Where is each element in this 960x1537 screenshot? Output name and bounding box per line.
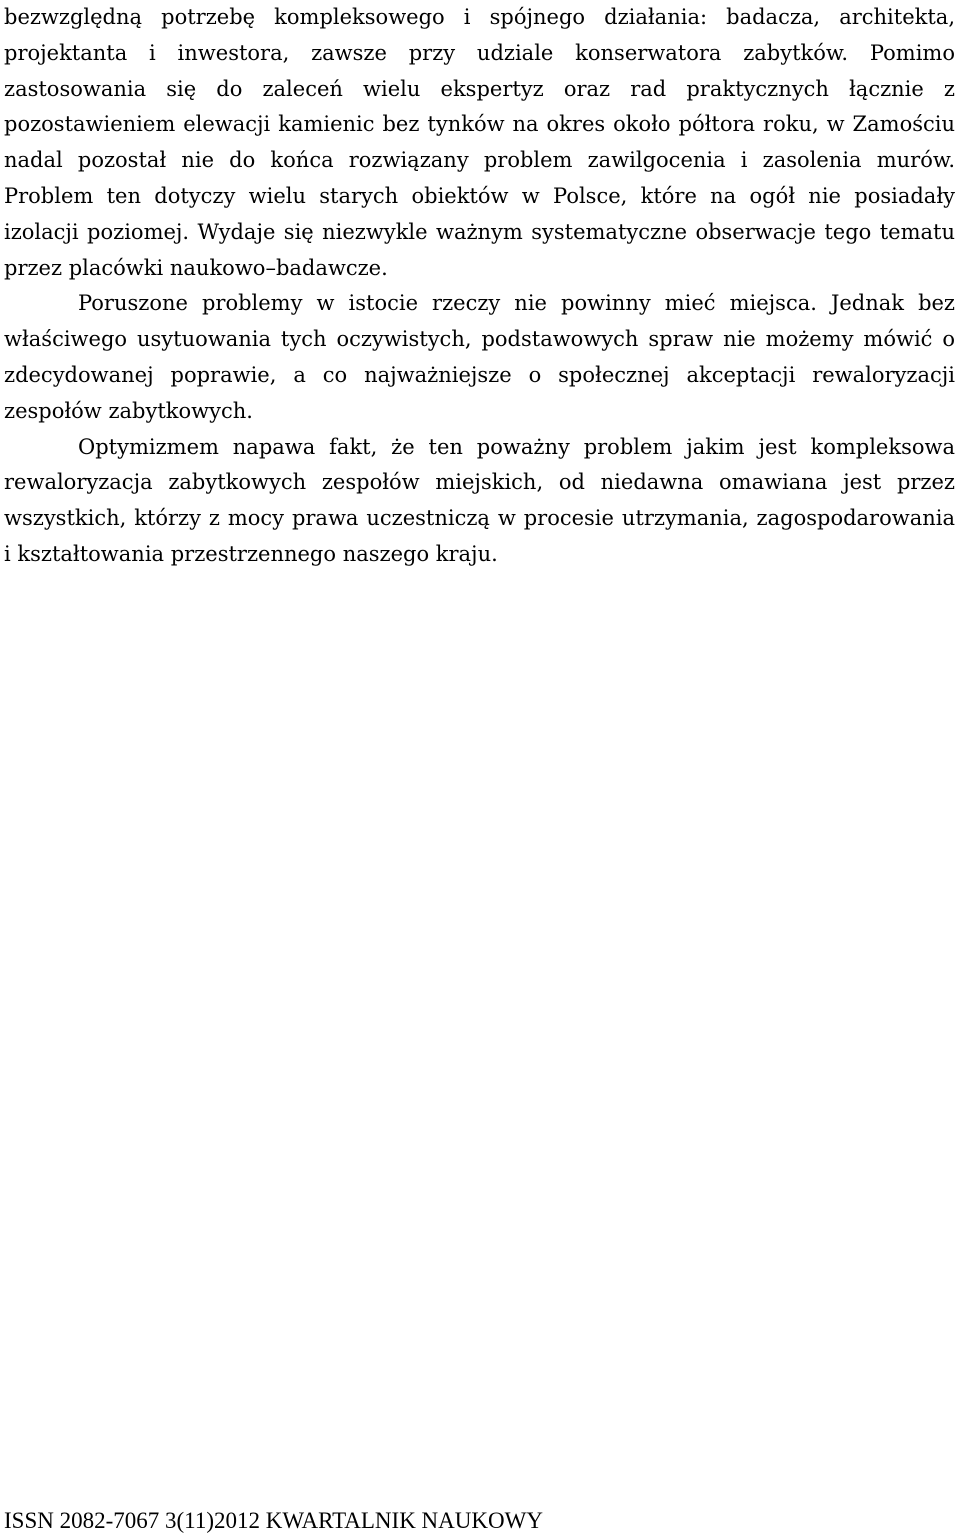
journal-footer: ISSN 2082-7067 3(11)2012 KWARTALNIK NAUKOWY — [4, 1508, 543, 1533]
paragraph-continuation: bezwzględną potrzebę kompleksowego i spójnego działania: badacza, architekta, projektanta i inwestora, zawsze przy udziale konserwatora zabytków. Pomimo zastosowania się do zaleceń wielu ekspertyz oraz rad praktycznych łącznie z pozostawieniem elewacji kamienic bez tynków na okres około półtora roku, w Zamościu nadal pozostał nie do końca rozwiązany problem zawilgocenia i zasolenia murów. Problem ten dotyczy wielu starych obiektów w Polsce, które na ogół nie posiadały izolacji poziomej. Wydaje się niezwykle ważnym systematyczne obserwacje tego tematu przez placówki naukowo–badawcze. — [4, 5, 955, 280]
paragraph-problems: Poruszone problemy w istocie rzeczy nie powinny mieć miejsca. Jednak bez właściwego usytuowania tych oczywistych, podstawowych spraw nie możemy mówić o zdecydowanej poprawie, a co najważniejsze o społecznej akceptacji rewaloryzacji zespołów zabytkowych. — [4, 291, 955, 423]
document-body — [4, 0, 955, 573]
paragraph-optimism: Optymizmem napawa fakt, że ten poważny problem jakim jest kompleksowa rewaloryzacja zabytkowych zespołów miejskich, od niedawna omawiana jest przez wszystkich, którzy z mocy prawa uczestniczą w procesie utrzymania, zagospodarowania i kształtowania przestrzennego naszego kraju. — [4, 434, 955, 566]
